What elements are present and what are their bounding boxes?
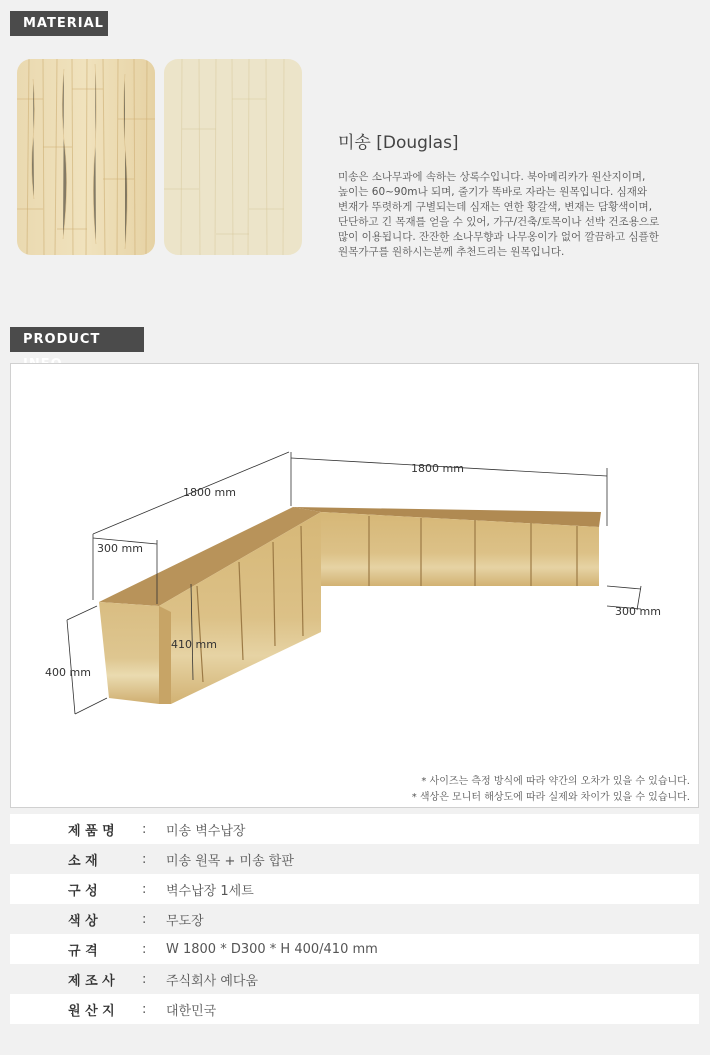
spec-colon: : xyxy=(142,911,147,927)
spec-row xyxy=(10,934,699,964)
spec-row xyxy=(10,874,699,904)
spec-value: W 1800 * D300 * H 400/410 mm xyxy=(166,941,378,957)
spec-row xyxy=(10,814,699,844)
spec-label: 제 조 사 xyxy=(68,973,115,989)
material-section xyxy=(0,0,710,295)
spec-value: 무도장 xyxy=(166,913,204,929)
spec-row xyxy=(10,994,699,1024)
spec-row xyxy=(10,964,699,994)
wood-description-line: 많이 이용됩니다. 잔잔한 소나무향과 나무옹이가 없어 깔끔하고 심플한 xyxy=(338,231,659,243)
cabinet-diagram xyxy=(11,364,700,764)
spec-label: 제 품 명 xyxy=(68,823,115,839)
wood-description-line: 높이는 60~90m나 되며, 줄기가 똑바로 자라는 원목입니다. 심재와 xyxy=(338,186,648,198)
dim-width-right: 1800 mm xyxy=(411,462,464,475)
product-info-tag: PRODUCT xyxy=(10,327,144,352)
spec-row xyxy=(10,844,699,874)
dim-width-left: 1800 mm xyxy=(183,486,236,499)
spec-label: 소 재 xyxy=(68,853,98,869)
product-diagram-box xyxy=(10,363,699,808)
spec-colon: : xyxy=(142,941,147,957)
wood-description-line: 변재가 뚜렷하게 구별되는데 심재는 연한 황갈색, 변재는 담황색이며, xyxy=(338,201,653,213)
spec-value: 미송 벽수납장 xyxy=(166,823,246,839)
dim-depth-left: 300 mm xyxy=(97,542,143,555)
dim-height-inner: 410 mm xyxy=(171,638,217,651)
disclaimer-note: * 색상은 모니터 해상도에 따라 실제와 차이가 있을 수 있습니다. xyxy=(411,792,690,803)
spec-value: 대한민국 xyxy=(166,1003,217,1019)
product-info-section xyxy=(0,310,710,1055)
spec-colon: : xyxy=(142,851,147,867)
spec-colon: : xyxy=(142,881,147,897)
spec-row xyxy=(10,904,699,934)
spec-label: 색 상 xyxy=(68,913,98,929)
disclaimer-note: * 사이즈는 측정 방식에 따라 약간의 오차가 있을 수 있습니다. xyxy=(421,776,690,787)
wood-description-line: 미송은 소나무과에 속하는 상록수입니다. 북아메리카가 원산지이며, xyxy=(338,171,646,183)
spec-table xyxy=(10,814,699,1024)
wood-swatch-light xyxy=(164,59,302,255)
wood-description-line: 단단하고 긴 목재를 얻을 수 있어, 가구/건축/토목이나 선박 건조용으로 xyxy=(338,216,660,228)
spec-label: 원 산 지 xyxy=(68,1003,115,1019)
spec-value: 주식회사 예다움 xyxy=(166,973,259,989)
wood-description xyxy=(338,170,678,260)
cabinet-edge-left xyxy=(159,606,171,704)
spec-colon: : xyxy=(142,821,147,837)
wood-title: 미송 [Douglas] xyxy=(338,133,459,153)
spec-colon: : xyxy=(142,1001,147,1017)
dim-depth-right: 300 mm xyxy=(615,605,661,618)
spec-value: 벽수납장 1세트 xyxy=(166,883,254,899)
wood-swatch-natural xyxy=(17,59,155,255)
disclaimer-notes xyxy=(412,774,690,806)
wood-description-line: 원목가구를 원하시는분께 추천드리는 원목입니다. xyxy=(338,246,565,258)
cabinet-end-left xyxy=(99,602,159,704)
material-tag: MATERIAL xyxy=(10,11,108,36)
dim-height-outer: 400 mm xyxy=(45,666,91,679)
spec-label: 구 성 xyxy=(68,883,98,899)
spec-label: 규 격 xyxy=(68,943,98,959)
spec-colon: : xyxy=(142,971,147,987)
spec-value: 미송 원목 + 미송 합판 xyxy=(166,853,294,869)
